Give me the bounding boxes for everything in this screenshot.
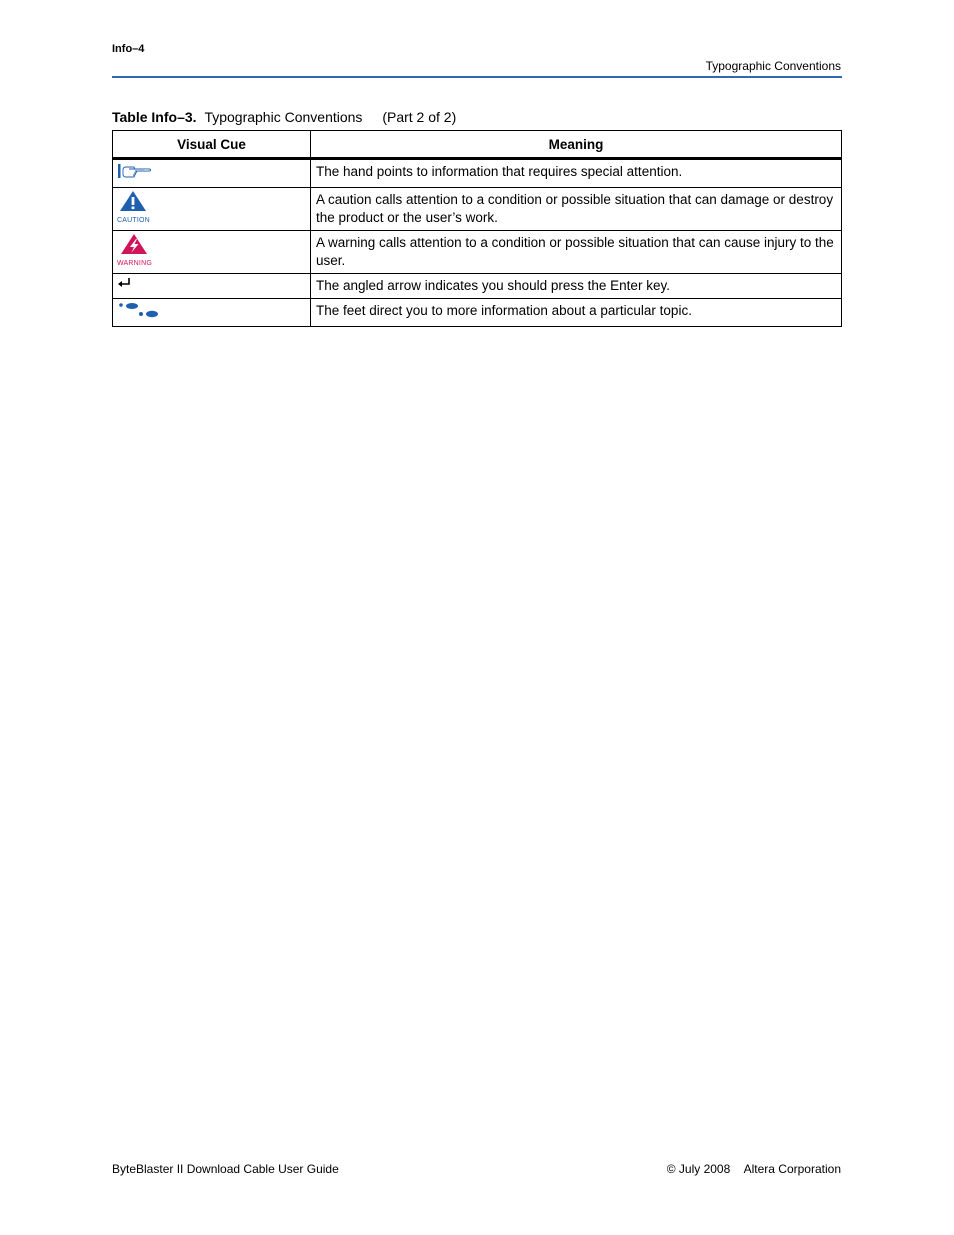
feet-icon (117, 301, 163, 324)
visual-cue-cell (113, 274, 311, 299)
footer-company: Altera Corporation (743, 1162, 841, 1176)
meaning-cell: The angled arrow indicates you should press the Enter key. (311, 274, 842, 299)
table-caption-title: Typographic Conventions (204, 109, 363, 125)
table-caption-label: Table Info–3. (112, 109, 197, 125)
caution-icon (117, 190, 149, 225)
visual-cue-cell (113, 159, 311, 188)
footer-date: © July 2008 (666, 1162, 731, 1176)
table-caption-part: (Part 2 of 2) (382, 109, 457, 125)
page-number: Info–4 (112, 43, 145, 55)
section-title: Typographic Conventions (705, 59, 841, 73)
hand-pointing-icon (117, 162, 151, 185)
footer-right (667, 1162, 841, 1176)
table-caption (112, 109, 456, 125)
visual-cue-cell (113, 299, 311, 327)
meaning-cell: The feet direct you to more information about a particular topic. (311, 299, 842, 327)
meaning-cell: A caution calls attention to a condition or possible situation that can damage or destroy the product or the user’s work. (311, 188, 842, 231)
caution-icon-label: CAUTION (117, 217, 150, 224)
table-row (113, 231, 842, 274)
meaning-cell: A warning calls attention to a condition or possible situation that can cause injury to the user. (311, 231, 842, 274)
meaning-cell: The hand points to information that requires special attention. (311, 159, 842, 188)
typographic-conventions-table (112, 130, 842, 327)
column-header-visual-cue: Visual Cue (113, 131, 311, 159)
column-header-meaning: Meaning (311, 131, 842, 159)
table-row (113, 299, 842, 327)
visual-cue-cell (113, 231, 311, 274)
warning-icon (117, 233, 151, 268)
footer-document-title: ByteBlaster II Download Cable User Guide (112, 1162, 339, 1176)
table-header-row (113, 131, 842, 159)
header-rule (112, 76, 842, 78)
table-row (113, 159, 842, 188)
enter-arrow-icon (117, 276, 133, 295)
table-row (113, 188, 842, 231)
visual-cue-cell (113, 188, 311, 231)
warning-icon-label: WARNING (117, 260, 152, 267)
table-row (113, 274, 842, 299)
